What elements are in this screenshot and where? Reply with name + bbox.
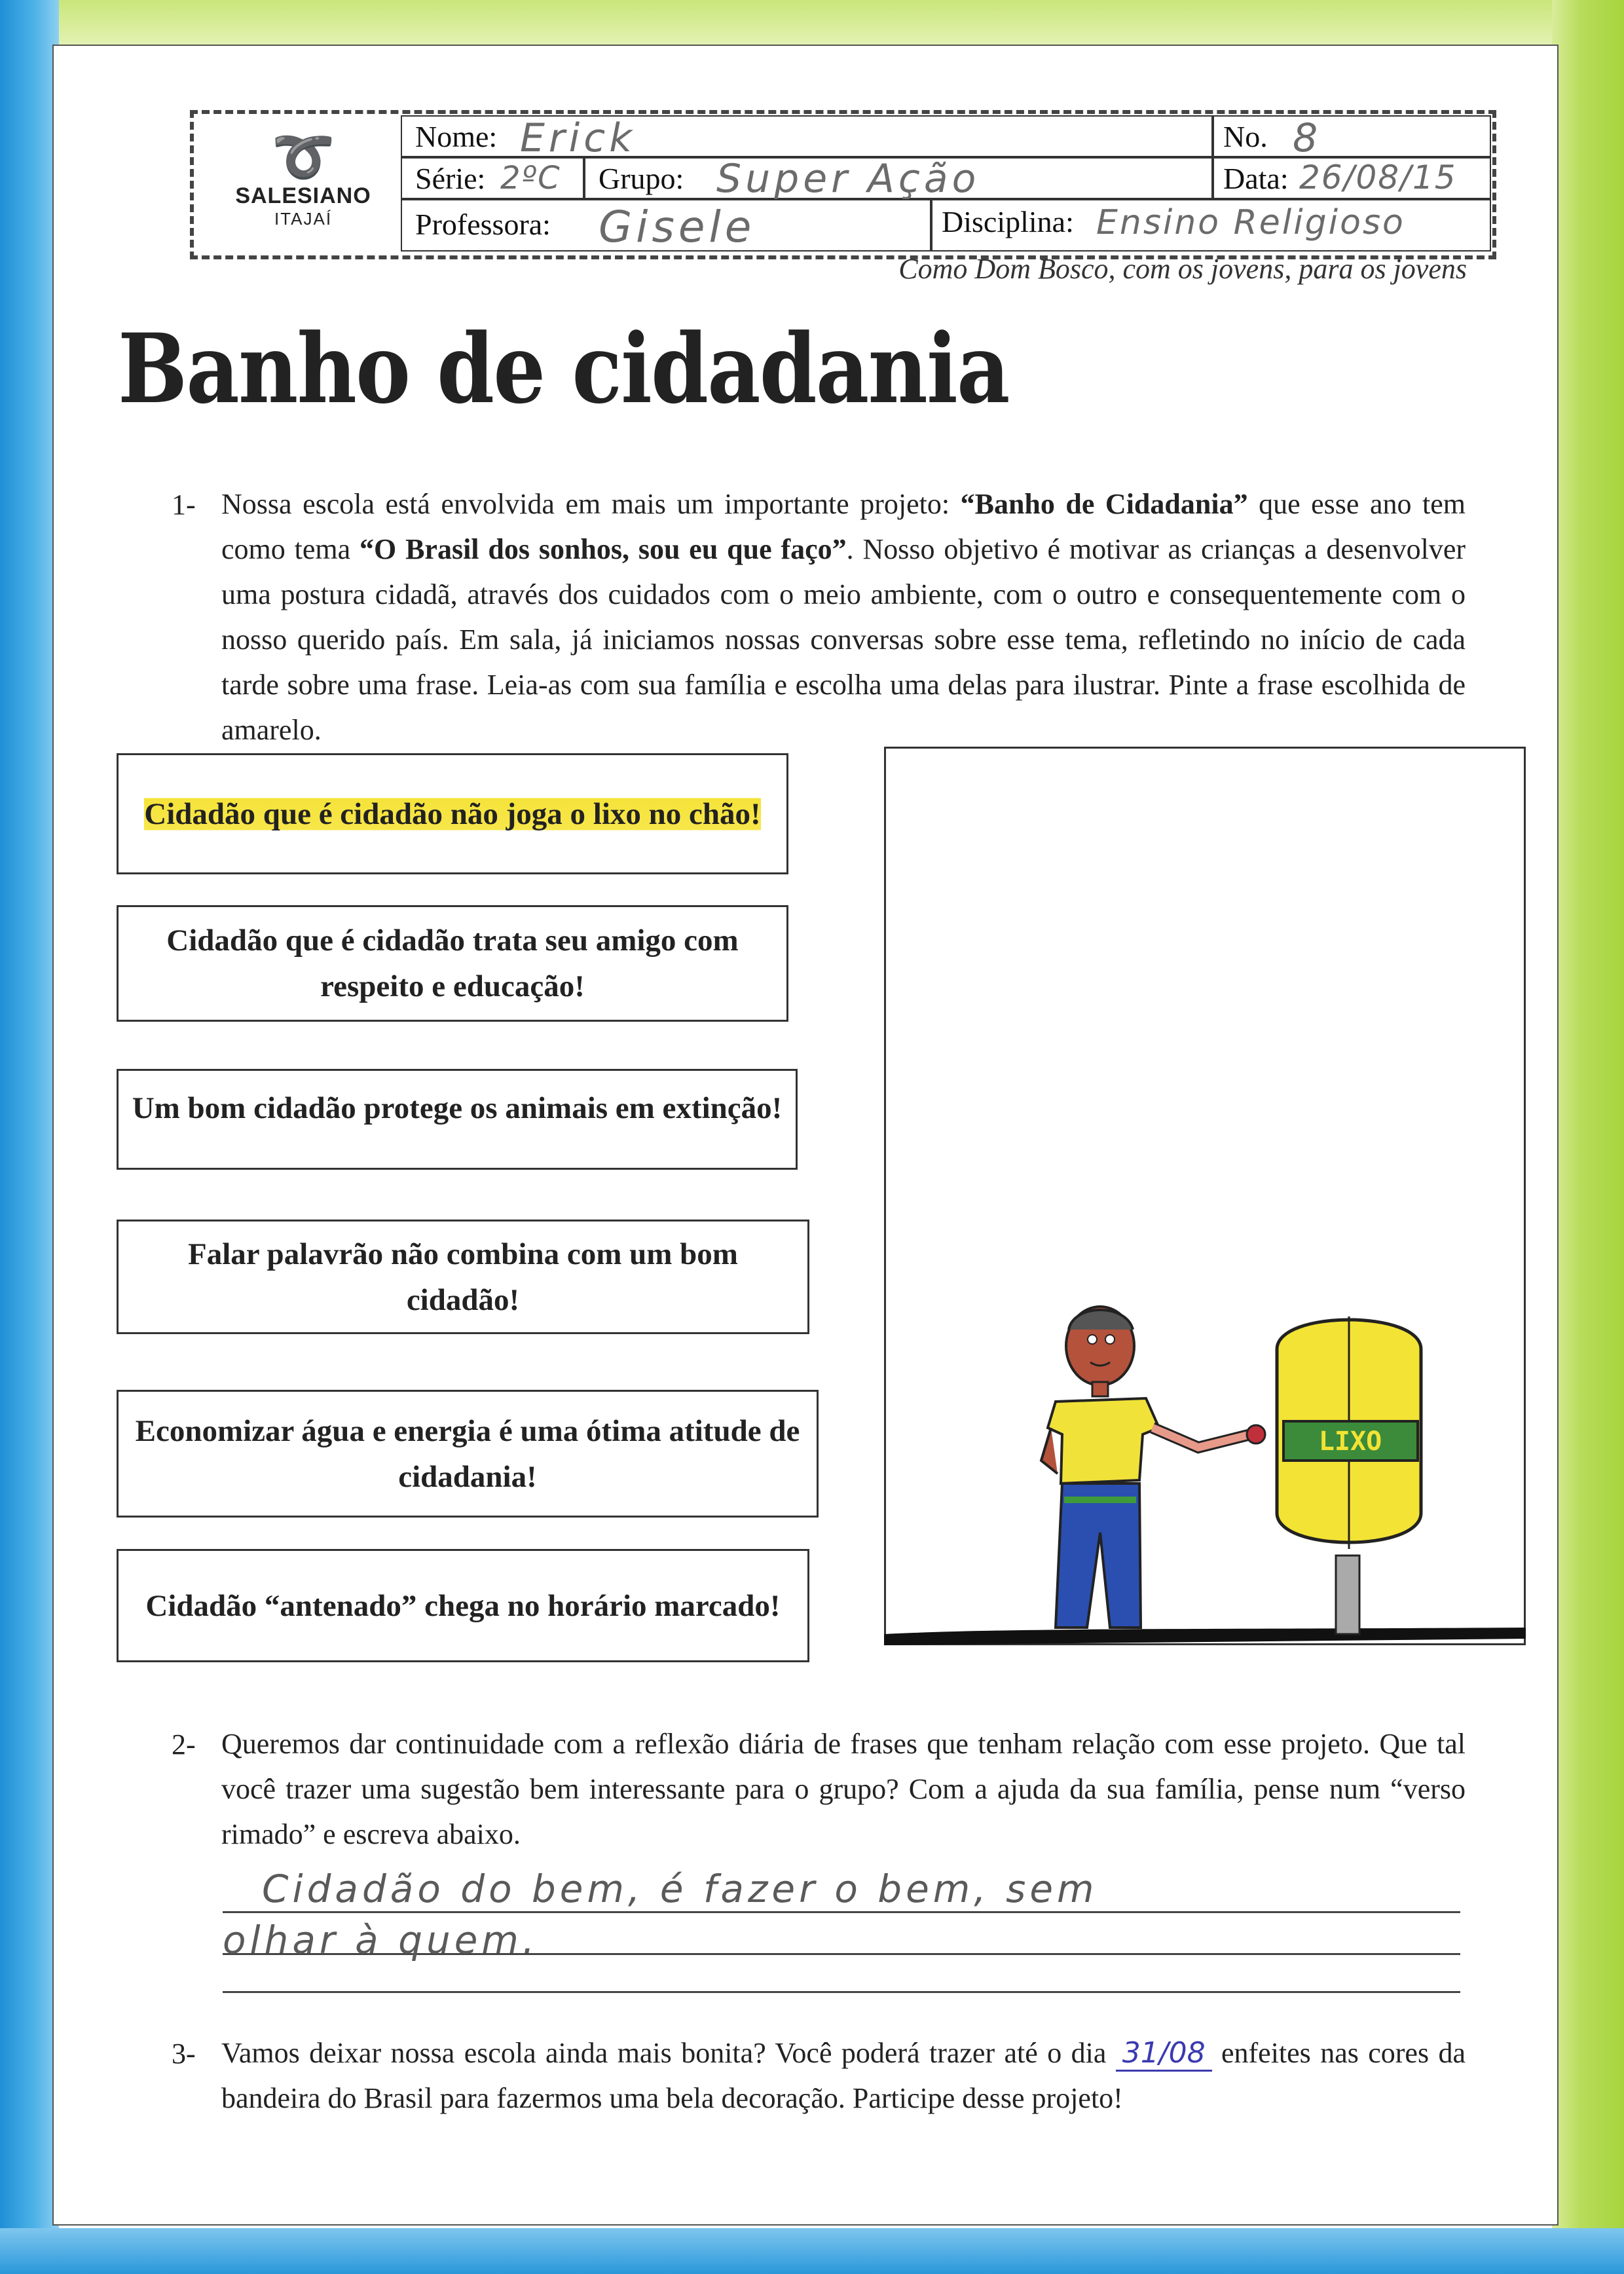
page-title: Banho de cidadania (118, 313, 1009, 425)
school-motto: Como Dom Bosco, com os jovens, para os jovens (898, 253, 1467, 285)
q3-number: 3- (172, 2038, 196, 2070)
background-right-edge (1552, 0, 1624, 2274)
grupo-value[interactable]: Super Ação (716, 156, 980, 202)
phrase-text-1: Cidadão que é cidadão não joga o lixo no chão! (144, 791, 760, 837)
phrase-option-3[interactable] (117, 1069, 798, 1170)
professora-cell (401, 199, 931, 252)
q3-text (221, 2030, 1466, 2121)
q2-answer-line2[interactable]: olhar à quem. (223, 1918, 539, 1962)
nome-cell (401, 115, 1213, 161)
trash-bin (1277, 1316, 1421, 1634)
grupo-cell (584, 156, 1213, 202)
disciplina-cell (931, 199, 1491, 252)
phrase-option-1[interactable] (117, 753, 788, 874)
phrase-option-2[interactable] (117, 905, 788, 1022)
no-cell (1213, 115, 1491, 161)
phrase-option-4[interactable] (117, 1220, 809, 1334)
logo-name: SALESIANO (235, 183, 371, 208)
nome-label: Nome: (415, 120, 498, 153)
data-value[interactable]: 26/08/15 (1299, 158, 1457, 196)
phrase-text-4: Falar palavrão não combina com um bom cidadão! (188, 1237, 738, 1317)
phrase-text-2: Cidadão que é cidadão trata seu amigo com respeito e educação! (166, 923, 739, 1003)
data-cell (1213, 157, 1491, 199)
disciplina-label: Disciplina: (942, 205, 1074, 238)
salesiano-logo-icon: ➰ (271, 128, 335, 185)
answer-line-3 (223, 1991, 1460, 1993)
phrase-option-5[interactable] (117, 1390, 819, 1518)
child-drawing (884, 747, 1526, 1645)
professora-value[interactable]: Gisele (599, 202, 756, 252)
q2-text: Queremos dar continuidade com a reflexão diária de frases que tenham relação com esse projeto. Que tal você trazer uma sugestão bem interessante para o grupo? Com a ajuda da sua família, pense num “verso rimado” e escreva abaixo. (221, 1728, 1466, 1850)
professora-label: Professora: (415, 208, 551, 241)
grupo-label: Grupo: (599, 162, 684, 195)
data-label: Data: (1223, 162, 1289, 195)
q1-text-a: Nossa escola está envolvida em mais um importante projeto: (221, 488, 961, 520)
no-label: No. (1223, 120, 1268, 153)
serie-label: Série: (415, 162, 486, 195)
serie-value[interactable]: 2ºC (500, 160, 561, 196)
ground-line (884, 1628, 1526, 1645)
no-value[interactable]: 8 (1293, 115, 1322, 161)
q3-date[interactable]: 31/08 (1116, 2036, 1212, 2072)
q1-text-c: . Nosso objetivo é motivar as crianças a desenvolver uma postura cidadã, através dos cuidados com o meio ambiente, com o outro e consequentemente com o nosso querido país. Em sala, já iniciamos nossas conversas sobre esse tema, refletindo no início de cada tarde sobre uma frase. Leia-as com sua família e escolha uma delas para ilustrar. Pinte a frase escolhida de amarelo. (221, 533, 1466, 746)
q1-bold-b: “O Brasil dos sonhos, sou eu que faço” (359, 533, 847, 565)
logo-city: ITAJAÍ (274, 209, 333, 229)
phrase-option-6[interactable] (117, 1549, 809, 1662)
q1-number: 1- (172, 489, 196, 521)
phrase-text-5: Economizar água e energia é uma ótima atitude de cidadania! (135, 1413, 800, 1494)
bin-label: LIXO (1318, 1426, 1382, 1457)
q3-text-b: enfeites nas cores da bandeira do Brasil para fazermos uma bela decoração. Participe desse projeto! (221, 2037, 1466, 2114)
q1-bold-a: “Banho de Cidadania” (960, 488, 1248, 520)
background-left-edge (0, 0, 59, 2274)
nome-value[interactable]: Erick (520, 115, 636, 161)
person-figure (1041, 1307, 1265, 1628)
school-logo (208, 128, 398, 249)
q1-text (221, 481, 1466, 753)
serie-cell (401, 157, 584, 199)
q2-answer-line1[interactable]: Cidadão do bem, é fazer o bem, sem (262, 1867, 1098, 1911)
answer-line-1 (223, 1911, 1460, 1913)
background-bottom-edge (0, 2228, 1624, 2274)
q1-text-b: que esse ano tem como tema (221, 488, 1466, 565)
phrase-text-3: Um bom cidadão protege os animais em extinção! (132, 1091, 783, 1125)
disciplina-value[interactable]: Ensino Religioso (1096, 203, 1405, 242)
q3-text-a: Vamos deixar nossa escola ainda mais bonita? Você poderá trazer até o dia (221, 2037, 1116, 2069)
phrase-text-6: Cidadão “antenado” chega no horário marcado! (145, 1588, 781, 1623)
q2-number: 2- (172, 1728, 196, 1761)
background-top-edge (0, 0, 1624, 46)
